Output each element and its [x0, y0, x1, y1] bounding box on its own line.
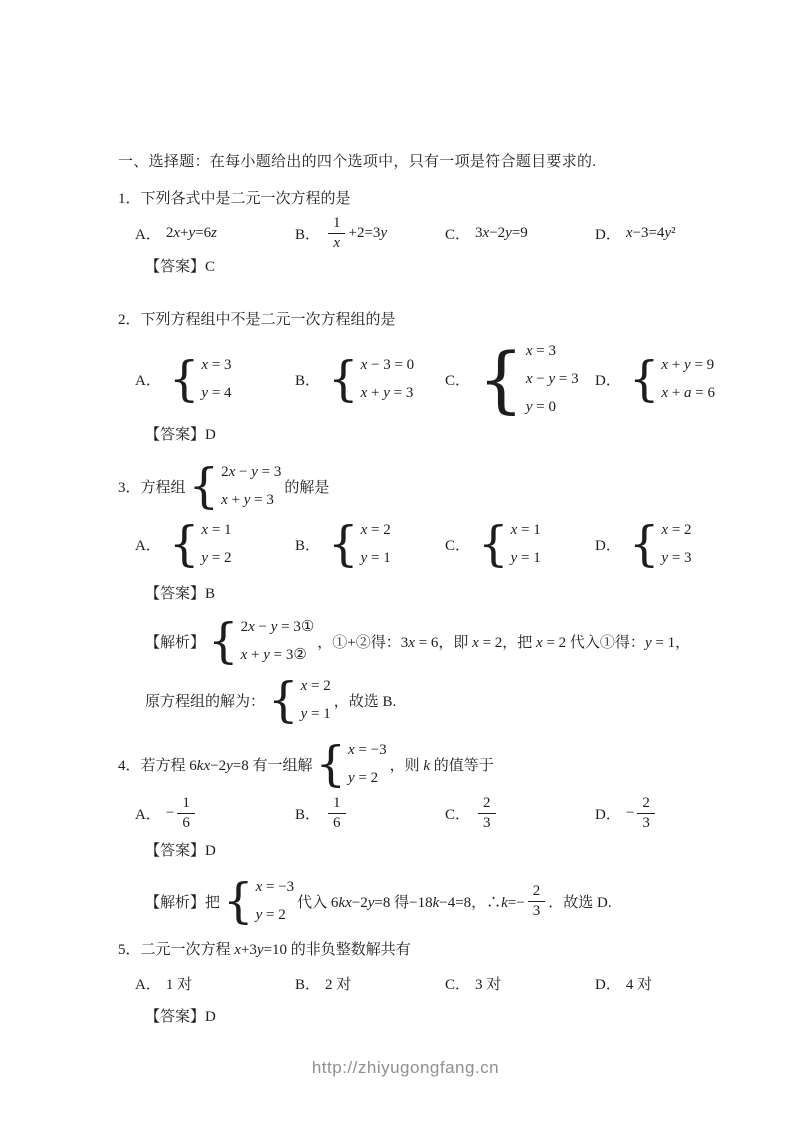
question-number: 3．	[118, 479, 141, 496]
option-label: A．	[135, 537, 161, 554]
fraction	[637, 794, 655, 833]
question-5-options	[135, 973, 693, 994]
fraction-denominator: 3	[637, 813, 655, 833]
option-label: D．	[595, 977, 621, 993]
option-label: D．	[595, 537, 621, 554]
option-d	[595, 516, 695, 572]
equation-system: { x = −3 y = 2	[223, 873, 295, 929]
option-a	[135, 794, 295, 833]
option-d	[595, 223, 693, 244]
option-expression: x−3=4y²	[625, 225, 676, 241]
section-title: 一、选择题：在每小题给出的四个选项中，只有一项是符合题目要求的.	[118, 154, 597, 170]
analysis-text: 代入 6kx−2y=8 得−18k−4=8，∴k=−	[297, 894, 525, 911]
option-label: B．	[295, 977, 321, 993]
question-3-analysis-line-1	[145, 613, 693, 669]
question-3	[118, 458, 693, 728]
question-5-answer	[145, 1007, 693, 1028]
equation: x = −3	[255, 879, 295, 895]
option-label: A．	[135, 372, 161, 389]
option-label: A．	[135, 807, 161, 823]
option-label: B．	[295, 227, 321, 243]
option-label: B．	[295, 807, 321, 823]
equation-system: { x = 2 y = 1	[268, 672, 331, 728]
answer-label: 【答案】	[145, 1009, 206, 1025]
question-stem-text: 的解是	[284, 479, 330, 496]
fraction-numerator: 2	[483, 795, 491, 811]
option-a	[135, 351, 295, 407]
question-4-options	[135, 794, 693, 833]
question-2-answer	[145, 425, 693, 446]
question-1-stem	[118, 189, 693, 210]
equation-system: { 2x − y = 3 x + y = 3	[188, 458, 282, 514]
question-4-stem	[118, 736, 693, 792]
option-c	[445, 337, 595, 421]
analysis-text: ．故选 D.	[548, 894, 612, 911]
option-c	[445, 516, 595, 572]
option-expression: +2=3y	[348, 225, 388, 241]
answer-label: 【答案】	[145, 259, 206, 275]
minus-sign: −	[625, 805, 635, 821]
equation: x − y = 3	[525, 371, 579, 387]
equation-system: { 2x − y = 3① x + y = 3②	[208, 613, 315, 669]
equation: y = 1	[360, 550, 391, 566]
equation: 2x − y = 3①	[240, 619, 315, 635]
question-1	[118, 189, 693, 278]
option-text: 2 对	[325, 977, 352, 993]
equation: x + a = 6	[661, 385, 715, 401]
option-label: A．	[135, 977, 161, 993]
equation-system: { x = 3 y = 4	[168, 351, 232, 407]
option-a	[135, 973, 295, 994]
equation: y = 2	[348, 770, 379, 786]
equation: x = 2	[360, 522, 391, 538]
fraction	[328, 214, 346, 253]
option-label: C．	[445, 372, 471, 389]
equation: 2x − y = 3	[221, 464, 282, 480]
option-d	[595, 973, 693, 994]
option-label: D．	[595, 372, 621, 389]
equation: y = 1	[510, 550, 541, 566]
equation: y = 2	[255, 907, 286, 923]
equation: x + y = 9	[661, 357, 715, 373]
equation: x = 2	[661, 522, 692, 538]
option-text: 1 对	[165, 977, 193, 993]
question-3-analysis-line-2	[145, 672, 693, 728]
equation-system: { x = 3 x − y = 3 y = 0	[478, 337, 579, 421]
fraction	[328, 794, 346, 833]
fraction-numerator: 1	[333, 795, 341, 811]
option-label: C．	[445, 807, 471, 823]
question-number: 2．	[118, 312, 141, 328]
analysis-label: 【解析】	[145, 634, 206, 651]
option-b	[295, 351, 445, 407]
fraction-denominator: 3	[528, 901, 546, 921]
equation-system: { x = 1 y = 2	[168, 516, 232, 572]
footer-url: http://zhiyugongfang.cn	[311, 1058, 500, 1077]
fraction	[177, 794, 195, 833]
question-3-answer	[145, 584, 693, 605]
analysis-text: 把	[205, 894, 221, 911]
analysis-text: ，故选 B.	[333, 693, 397, 710]
option-label: B．	[295, 372, 321, 389]
question-stem-text: 下列各式中是二元一次方程的是	[140, 191, 351, 207]
option-c	[445, 973, 595, 994]
option-a	[135, 516, 295, 572]
equation: x = 3	[201, 357, 232, 373]
option-c	[445, 223, 595, 244]
equation-system: { x − 3 = 0 x + y = 3	[328, 351, 415, 407]
option-label: C．	[445, 227, 471, 243]
minus-sign: −	[165, 805, 175, 821]
answer-label: 【答案】	[145, 586, 206, 602]
equation: y = 2	[201, 550, 232, 566]
equation-system: { x = 1 y = 1	[478, 516, 541, 572]
answer-label: 【答案】	[145, 427, 206, 443]
option-label: C．	[445, 537, 471, 554]
option-c	[445, 794, 595, 833]
option-expression: 3x−2y=9	[475, 225, 528, 241]
question-4-analysis	[145, 873, 693, 929]
analysis-text: 原方程组的解为：	[145, 693, 266, 710]
fraction-numerator: 2	[642, 795, 650, 811]
question-1-answer	[145, 257, 693, 278]
question-stem-text: 若方程 6kx−2y=8 有一组解	[140, 757, 313, 774]
option-label: A．	[135, 227, 161, 243]
answer-letter: C	[205, 259, 216, 275]
equation-system: { x + y = 9 x + a = 6	[628, 351, 715, 407]
question-3-options	[135, 516, 693, 572]
fraction-numerator: 1	[333, 215, 341, 231]
equation: x = 1	[201, 522, 232, 538]
option-text: 3 对	[475, 977, 502, 993]
option-label: B．	[295, 537, 321, 554]
fraction-denominator: 6	[177, 813, 195, 833]
equation: x = 3	[525, 343, 556, 359]
question-3-stem	[118, 458, 693, 514]
question-number: 1．	[118, 191, 141, 207]
question-stem-text: 二元一次方程 x+3y=10 的非负整数解共有	[140, 942, 411, 958]
equation: x − 3 = 0	[360, 357, 415, 373]
option-b	[295, 973, 445, 994]
question-1-options	[135, 214, 693, 253]
question-number: 5．	[118, 942, 141, 958]
equation-system: { x = −3 y = 2	[315, 736, 387, 792]
equation: y = 1	[300, 706, 331, 722]
equation: y = 3	[661, 550, 692, 566]
option-b	[295, 794, 445, 833]
fraction-denominator: 3	[478, 813, 496, 833]
option-expression: 2x+y=6z	[165, 225, 217, 241]
equation: x + y = 3	[221, 492, 274, 508]
fraction-denominator: 6	[328, 813, 346, 833]
fraction-numerator: 2	[532, 882, 541, 899]
option-label: D．	[595, 807, 621, 823]
equation: x = −3	[348, 742, 387, 758]
equation: y = 0	[525, 399, 556, 415]
question-2-options	[135, 337, 715, 421]
question-5	[118, 940, 693, 1028]
question-4-answer	[145, 841, 693, 862]
answer-label: 【答案】	[145, 843, 206, 859]
question-stem-text: 下列方程组中不是二元一次方程组的是	[140, 312, 396, 328]
equation: x = 1	[510, 522, 541, 538]
equation: x + y = 3②	[240, 647, 307, 663]
question-stem-text: 方程组	[140, 479, 186, 496]
equation-system: { x = 2 y = 3	[628, 516, 692, 572]
analysis-label: 【解析】	[145, 894, 206, 911]
option-d	[595, 351, 718, 407]
fraction	[528, 882, 546, 921]
equation: y = 4	[201, 385, 232, 401]
question-5-stem	[118, 940, 693, 961]
option-a	[135, 223, 295, 244]
option-b	[295, 214, 445, 253]
answer-letter: D	[205, 843, 216, 859]
answer-letter: B	[205, 586, 216, 602]
equation: x + y = 3	[360, 385, 414, 401]
question-2	[118, 310, 715, 446]
fraction-denominator: x	[328, 233, 345, 253]
option-text: 4 对	[625, 977, 653, 993]
option-d	[595, 794, 693, 833]
option-label: C．	[445, 977, 471, 993]
answer-letter: D	[205, 1009, 216, 1025]
option-label: D．	[595, 227, 621, 243]
fraction	[478, 794, 496, 833]
analysis-text: ，①+②得：3x = 6，即 x = 2，把 x = 2 代入①得：y = 1，	[317, 634, 691, 651]
question-number: 4．	[118, 757, 141, 774]
question-stem-text: ，则 k 的值等于	[389, 757, 494, 774]
question-2-stem	[118, 310, 693, 331]
question-4	[118, 736, 693, 929]
equation: x = 2	[300, 678, 331, 694]
answer-letter: D	[205, 427, 216, 443]
equation-system: { x = 2 y = 1	[328, 516, 391, 572]
fraction-numerator: 1	[182, 795, 190, 811]
option-b	[295, 516, 445, 572]
